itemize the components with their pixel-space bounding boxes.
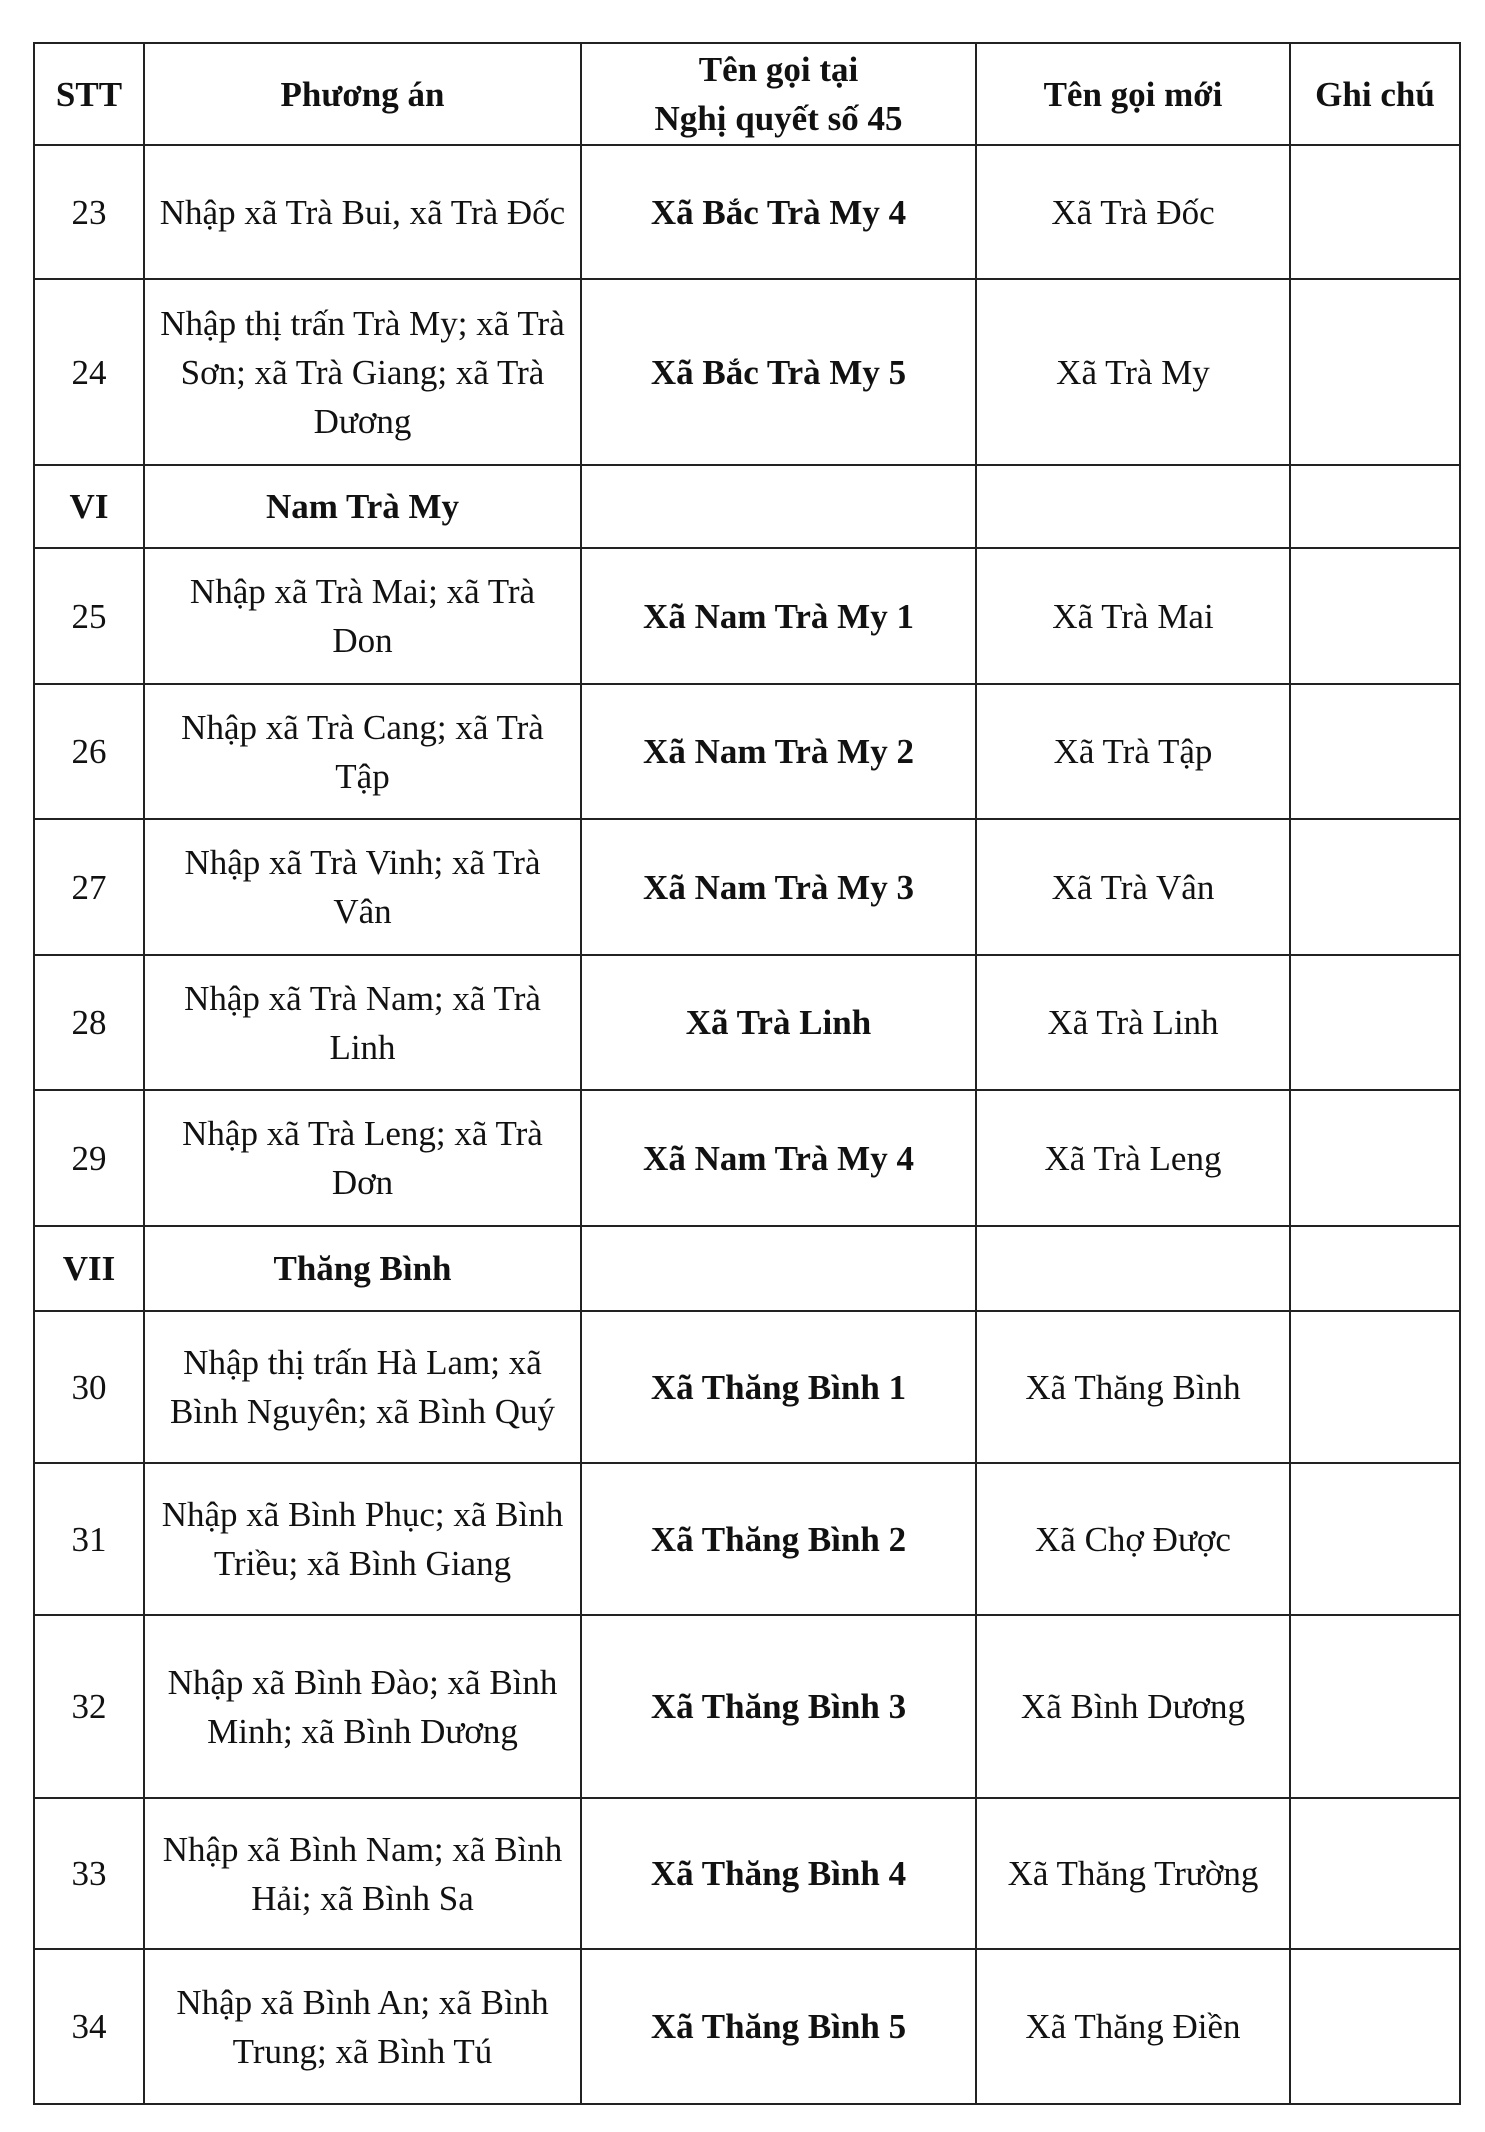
row-option: Nhập xã Trà Nam; xã Trà Linh bbox=[144, 955, 581, 1090]
row-old-name: Xã Thăng Bình 4 bbox=[581, 1798, 976, 1949]
row-note bbox=[1290, 955, 1460, 1090]
row-new-name: Xã Trà Linh bbox=[976, 955, 1290, 1090]
section-title: Nam Trà My bbox=[144, 465, 581, 548]
row-new-name: Xã Trà Leng bbox=[976, 1090, 1290, 1226]
row-new-name: Xã Trà Đốc bbox=[976, 145, 1290, 279]
table-row bbox=[34, 279, 1460, 465]
header-new-name: Tên gọi mới bbox=[976, 43, 1290, 145]
row-old-name: Xã Nam Trà My 4 bbox=[581, 1090, 976, 1226]
table-row bbox=[34, 1949, 1460, 2104]
row-note bbox=[1290, 1615, 1460, 1798]
header-old-name: Tên gọi tại Nghị quyết số 45 bbox=[581, 43, 976, 145]
row-option: Nhập xã Trà Vinh; xã Trà Vân bbox=[144, 819, 581, 955]
empty-cell bbox=[581, 465, 976, 548]
row-option: Nhập thị trấn Trà My; xã Trà Sơn; xã Trà Giang; xã Trà Dương bbox=[144, 279, 581, 465]
table-row bbox=[34, 548, 1460, 684]
row-note bbox=[1290, 1949, 1460, 2104]
row-stt: 23 bbox=[34, 145, 144, 279]
row-old-name: Xã Thăng Bình 5 bbox=[581, 1949, 976, 2104]
row-option: Nhập xã Bình Phục; xã Bình Triều; xã Bình Giang bbox=[144, 1463, 581, 1615]
row-stt: 28 bbox=[34, 955, 144, 1090]
row-option: Nhập xã Trà Bui, xã Trà Đốc bbox=[144, 145, 581, 279]
section-row bbox=[34, 1226, 1460, 1311]
row-old-name: Xã Trà Linh bbox=[581, 955, 976, 1090]
row-stt: 34 bbox=[34, 1949, 144, 2104]
table-row bbox=[34, 684, 1460, 819]
row-option: Nhập xã Trà Mai; xã Trà Don bbox=[144, 548, 581, 684]
row-note bbox=[1290, 145, 1460, 279]
row-note bbox=[1290, 1798, 1460, 1949]
row-new-name: Xã Thăng Bình bbox=[976, 1311, 1290, 1463]
row-old-name: Xã Thăng Bình 1 bbox=[581, 1311, 976, 1463]
header-option: Phương án bbox=[144, 43, 581, 145]
row-new-name: Xã Thăng Trường bbox=[976, 1798, 1290, 1949]
table-row bbox=[34, 1798, 1460, 1949]
row-note bbox=[1290, 279, 1460, 465]
row-note bbox=[1290, 1463, 1460, 1615]
section-row bbox=[34, 465, 1460, 548]
row-note bbox=[1290, 684, 1460, 819]
row-stt: 26 bbox=[34, 684, 144, 819]
table-row bbox=[34, 1311, 1460, 1463]
table-row bbox=[34, 955, 1460, 1090]
row-old-name: Xã Nam Trà My 1 bbox=[581, 548, 976, 684]
row-old-name: Xã Thăng Bình 2 bbox=[581, 1463, 976, 1615]
row-old-name: Xã Bắc Trà My 5 bbox=[581, 279, 976, 465]
row-option: Nhập xã Trà Cang; xã Trà Tập bbox=[144, 684, 581, 819]
section-number: VI bbox=[34, 465, 144, 548]
row-new-name: Xã Thăng Điền bbox=[976, 1949, 1290, 2104]
table-row bbox=[34, 145, 1460, 279]
row-option: Nhập xã Bình Đào; xã Bình Minh; xã Bình Dương bbox=[144, 1615, 581, 1798]
row-option: Nhập xã Bình An; xã Bình Trung; xã Bình Tú bbox=[144, 1949, 581, 2104]
row-new-name: Xã Trà Tập bbox=[976, 684, 1290, 819]
row-stt: 25 bbox=[34, 548, 144, 684]
row-stt: 31 bbox=[34, 1463, 144, 1615]
row-option: Nhập thị trấn Hà Lam; xã Bình Nguyên; xã Bình Quý bbox=[144, 1311, 581, 1463]
merger-table bbox=[33, 42, 1461, 2105]
row-new-name: Xã Chợ Được bbox=[976, 1463, 1290, 1615]
row-new-name: Xã Trà Vân bbox=[976, 819, 1290, 955]
row-note bbox=[1290, 819, 1460, 955]
row-stt: 29 bbox=[34, 1090, 144, 1226]
row-new-name: Xã Trà My bbox=[976, 279, 1290, 465]
table-row bbox=[34, 1615, 1460, 1798]
table-row bbox=[34, 1090, 1460, 1226]
row-stt: 27 bbox=[34, 819, 144, 955]
row-new-name: Xã Trà Mai bbox=[976, 548, 1290, 684]
row-stt: 30 bbox=[34, 1311, 144, 1463]
table-row bbox=[34, 819, 1460, 955]
empty-cell bbox=[1290, 1226, 1460, 1311]
row-old-name: Xã Nam Trà My 2 bbox=[581, 684, 976, 819]
row-note bbox=[1290, 1090, 1460, 1226]
header-note: Ghi chú bbox=[1290, 43, 1460, 145]
section-number: VII bbox=[34, 1226, 144, 1311]
row-option: Nhập xã Trà Leng; xã Trà Dơn bbox=[144, 1090, 581, 1226]
row-old-name: Xã Nam Trà My 3 bbox=[581, 819, 976, 955]
row-old-name: Xã Bắc Trà My 4 bbox=[581, 145, 976, 279]
empty-cell bbox=[581, 1226, 976, 1311]
header-stt: STT bbox=[34, 43, 144, 145]
section-title: Thăng Bình bbox=[144, 1226, 581, 1311]
row-option: Nhập xã Bình Nam; xã Bình Hải; xã Bình Sa bbox=[144, 1798, 581, 1949]
table-row bbox=[34, 1463, 1460, 1615]
empty-cell bbox=[1290, 465, 1460, 548]
row-new-name: Xã Bình Dương bbox=[976, 1615, 1290, 1798]
row-note bbox=[1290, 1311, 1460, 1463]
row-stt: 24 bbox=[34, 279, 144, 465]
row-stt: 32 bbox=[34, 1615, 144, 1798]
table-header-row bbox=[34, 43, 1460, 145]
empty-cell bbox=[976, 1226, 1290, 1311]
row-stt: 33 bbox=[34, 1798, 144, 1949]
row-old-name: Xã Thăng Bình 3 bbox=[581, 1615, 976, 1798]
row-note bbox=[1290, 548, 1460, 684]
empty-cell bbox=[976, 465, 1290, 548]
